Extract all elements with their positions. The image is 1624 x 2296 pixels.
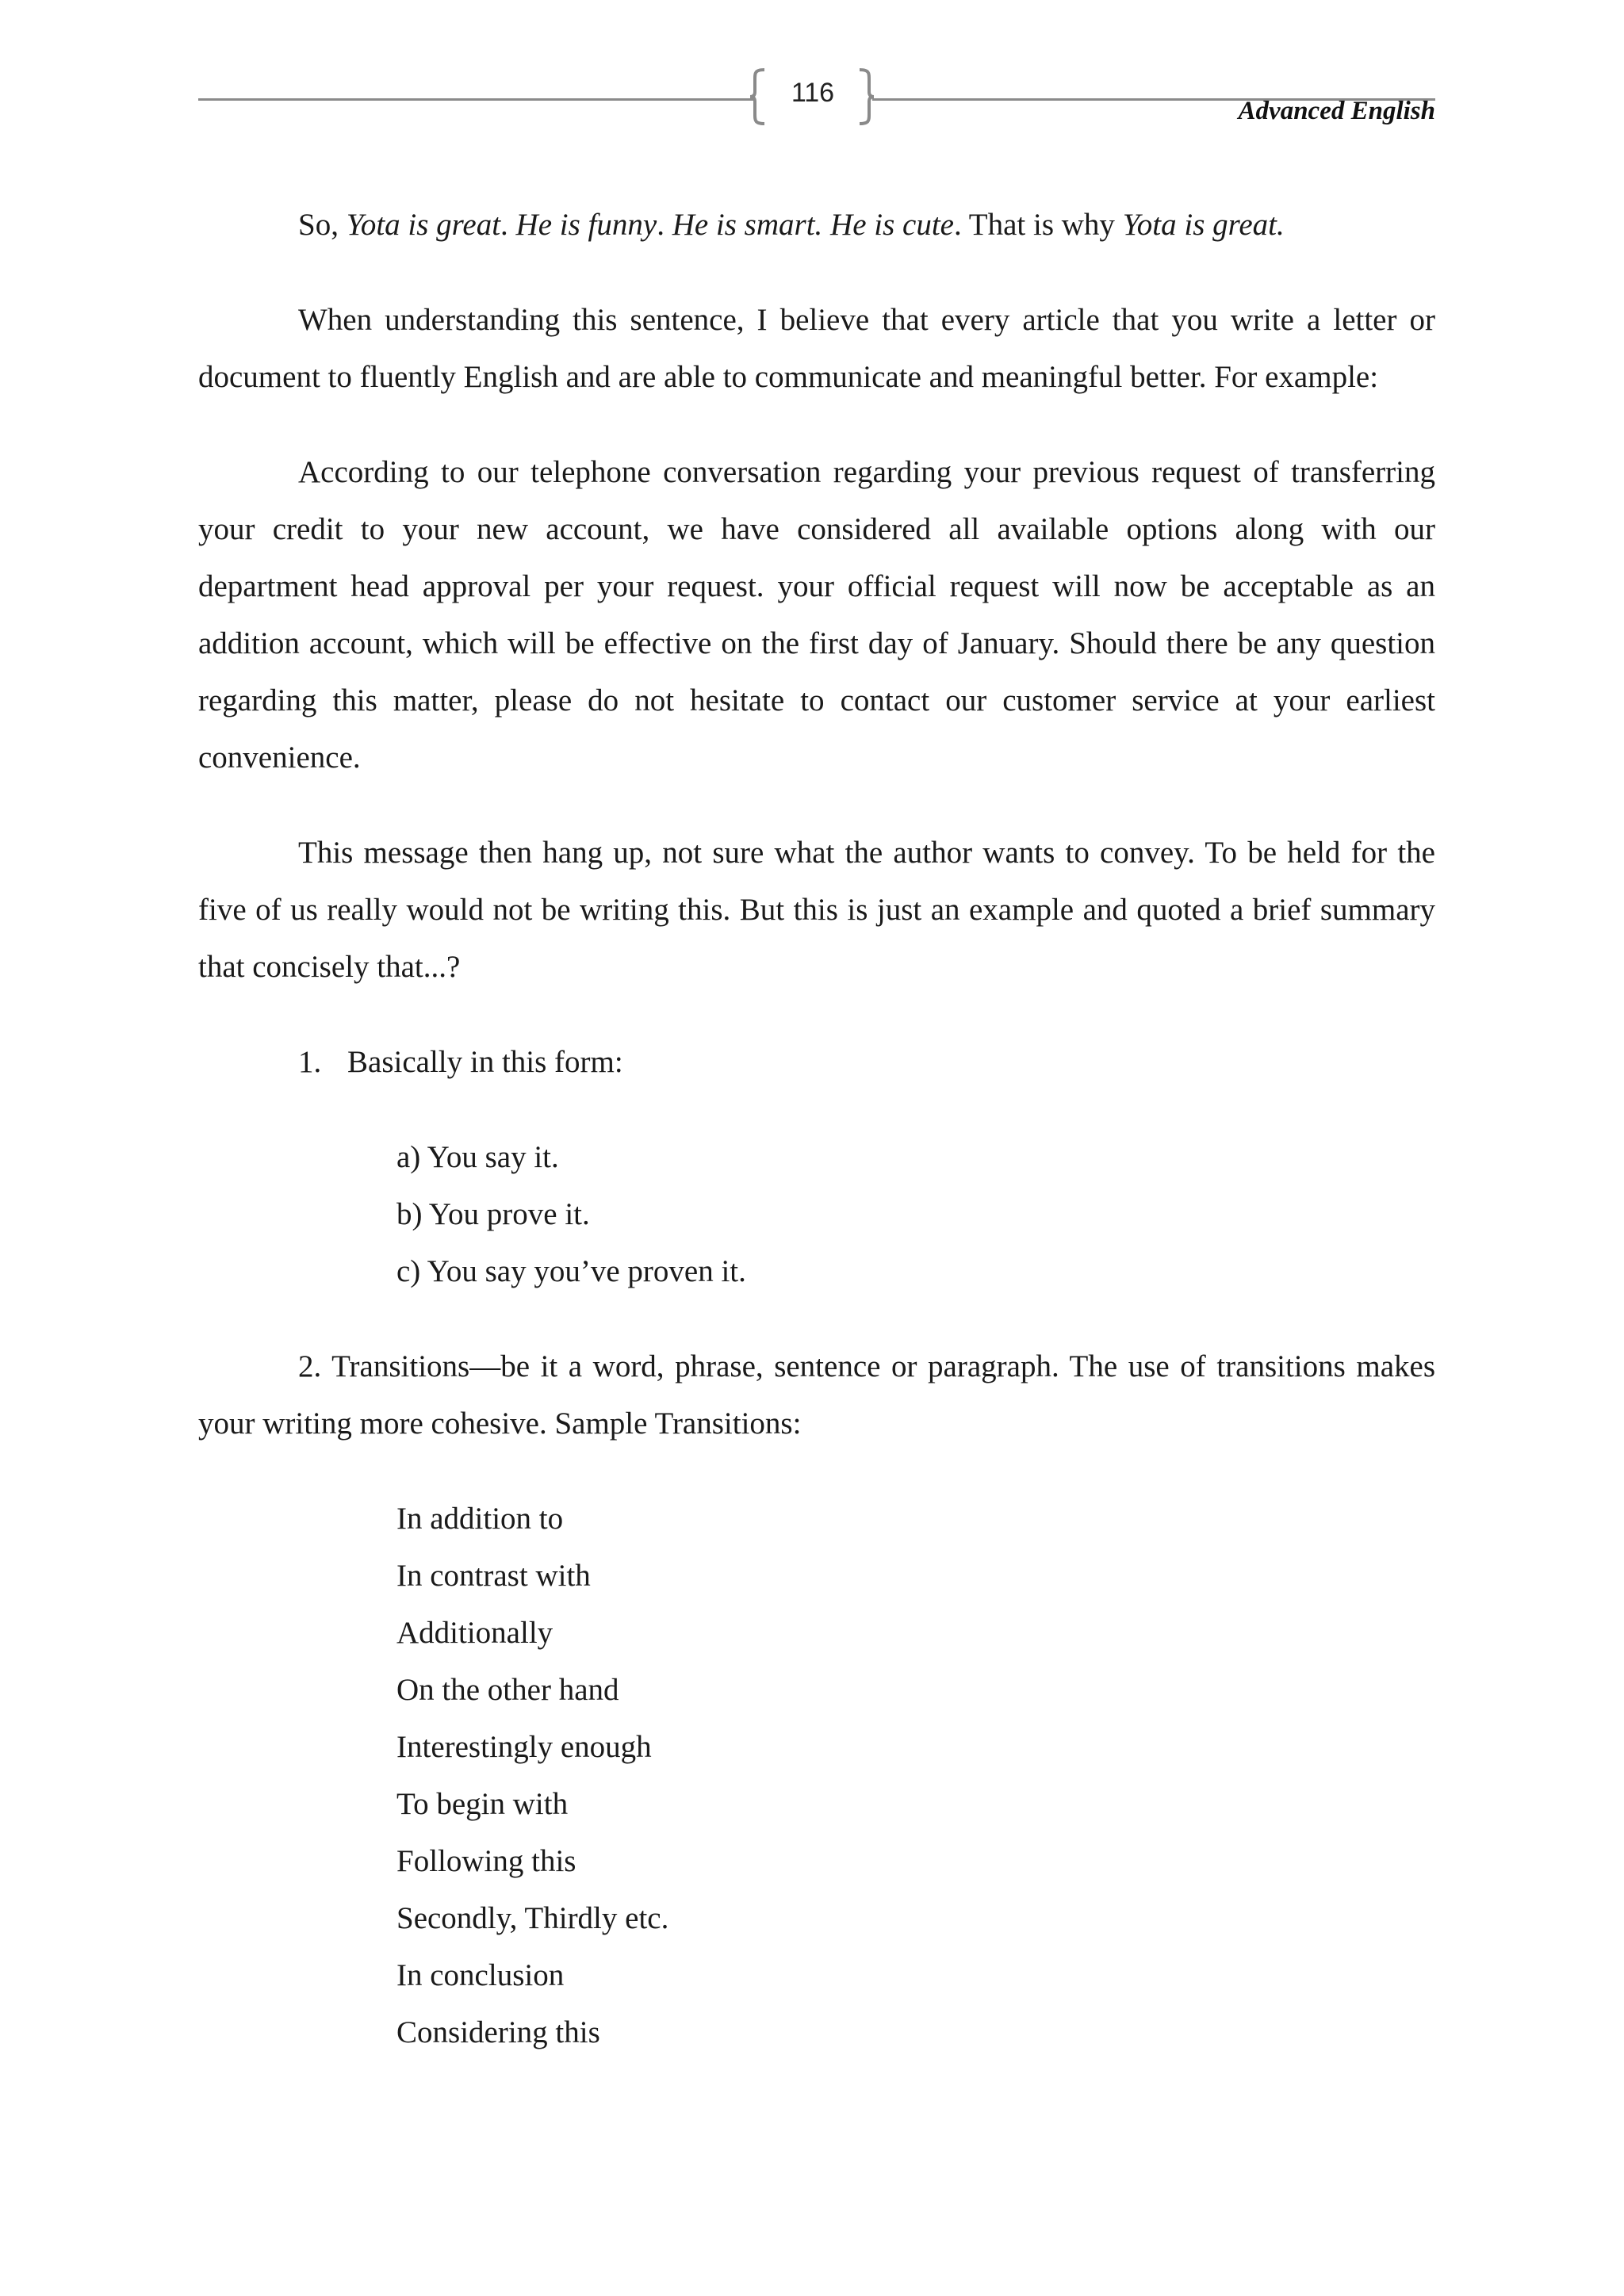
list-item: b) You prove it.: [396, 1197, 590, 1231]
list-item: Considering this: [396, 2015, 600, 2049]
list-item: In contrast with: [396, 1559, 591, 1593]
list-item: Secondly, Thirdly etc.: [396, 1901, 669, 1935]
paragraph-message: This message then hang up, not sure what the author wants to convey. To be held for the five of us really would not be writing this. But this is just an example and quoted a brief summary that concisely that...?: [198, 836, 1435, 984]
right-bracket-ornament: [858, 68, 875, 125]
numbered-item-1: 1. Basically in this form:: [298, 1045, 623, 1079]
left-bracket-ornament: [749, 68, 766, 125]
intro-paragraph: So, Yota is great. He is funny. He is smart. He is cute. That is why Yota is great.: [298, 208, 1285, 242]
paragraph-understanding: When understanding this sentence, I believe that every article that you write a letter or document to fluently English and are able to communicate and meaningful better. For example:: [198, 303, 1435, 394]
transitions-list: [396, 1490, 1435, 2061]
page-number: 116: [791, 78, 835, 108]
list-item: To begin with: [396, 1787, 569, 1821]
list-item: In addition to: [396, 1502, 564, 1536]
form-steps-list: [396, 1129, 1435, 1300]
list-item: Interestingly enough: [396, 1730, 652, 1764]
paragraph-transitions: 2. Transitions—be it a word, phrase, sentence or paragraph. The use of transitions makes your writing more cohesive. Sample Transitions:: [198, 1349, 1435, 1441]
list-item: Following this: [396, 1844, 576, 1878]
running-title: Advanced English: [1238, 97, 1435, 125]
header-rule-left: [198, 98, 753, 101]
list-item: Additionally: [396, 1616, 553, 1650]
list-item: c) You say you’ve proven it.: [396, 1254, 746, 1288]
page-content: [198, 197, 1435, 2061]
paragraph-example-letter: According to our telephone conversation regarding your previous request of transferring your credit to your new account, we have considered all available options along with our department head approval per your request. your official request will now be acceptable as an addition account, which will be effective on the first day of January. Should there be any question regarding this matter, please do not hesitate to contact our customer service at your earliest convenience.: [198, 455, 1435, 775]
list-item: On the other hand: [396, 1673, 619, 1707]
list-item: In conclusion: [396, 1958, 565, 1992]
list-item: a) You say it.: [396, 1140, 559, 1174]
